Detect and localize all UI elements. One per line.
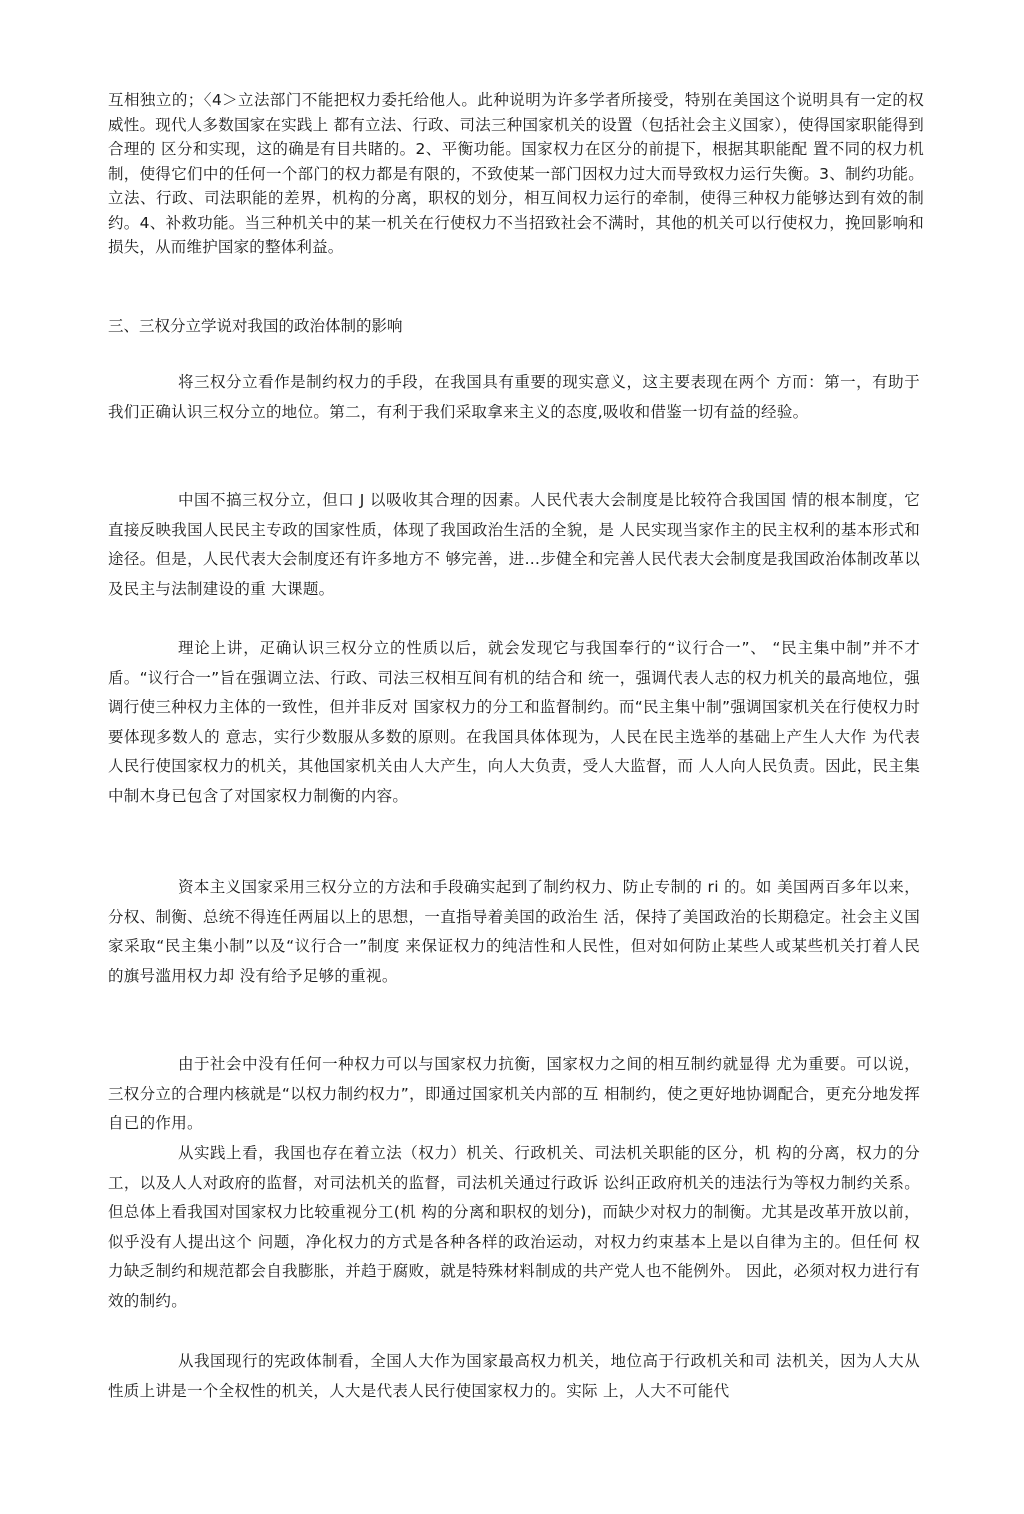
body-paragraph-3: 理论上讲，疋确认识三权分立的性质以后，就会发现它与我国奉行的“议行合一”、 “民主集中制”并不才盾。“议行合一”旨在强调立法、行政、司法三权相互间有机的结合和 统一，强调代表人志的权力机关的最高地位，强调行使三种权力主体的一致性，但并非反对 国家权力的分工和监督制约。而“民主集屮制”强调国家机关在行使权力时要体现多数人的 意志，实行少数服从多数的原则。在我国具体体现为，人民在民主选举的基础上产生人大作 为代表人民行使国家权力的机关，其他国家机关由人大产生，向人大负责，受人大监督，而 人人向人民负责。因此，民主集中制木身已包含了对国家权力制衡的内容。 — [108, 639, 920, 805]
body-paragraph-6: 从实践上看，我国也存在着立法（权力）机关、行政机关、司法机关职能的区分，机 构的分离，权力的分工，以及人人对政府的监督，对司法机关的监督，司法机关通过行政诉 讼纠正政府机关的违法行为等权力制约关系。但总体上看我国对国家权力比较重视分工(机 构的分离和职权的划分)，而缺少对权力的制衡。尤其是改革开放以前，似乎没有人提出这个 问题，净化权力的方式是各种各样的政治运动，对权力约束基本上是以自律为主的。但任何 权力缺乏制约和规范都会自我膨胀，并趋于腐败，就是特殊材料制成的共产党人也不能例外。 因此，必须对权力进行有效的制约。 — [108, 1144, 920, 1310]
body-paragraph-1: 将三权分立看作是制约权力的手段，在我国具有重要的现实意义，这主要表现在两个 方而：第一，有助于我们正确认识三权分立的地位。第二，有利于我们采取拿来主义的态度,吸收和借鉴一切有益的经验。 — [108, 373, 920, 421]
body-paragraph-7: 从我国现行的宪政体制看，全国人大作为国家最高权力机关，地位高于行政机关和司 法机关，因为人大从性质上讲是一个全权性的机关，人大是代表人民行使国家权力的。实际 上，人大不可能代 — [108, 1352, 920, 1400]
section-heading: 三、三权分立学说对我国的政治体制的影响 — [108, 317, 403, 335]
body-paragraph-4: 资本主义国家采用三权分立的方法和手段确实起到了制约权力、防止专制的 ri 的。如 美国两百多年以来，分权、制衡、总统不得连任两届以上的思想，一直指导着美国的政治生 活，保持了美国政治的长期稳定。社会主义国家采取“民主集小制”以及“议行合一”制度 来保证权力的纯洁性和人民性，但对如何防止某些人或某些机关打着人民的旗号滥用权力却 没有给予足够的重视。 — [108, 878, 920, 985]
body-paragraph-5: 由于社会中没有任何一种权力可以与国家权力抗衡，国家权力之间的相互制约就显得 尤为重要。可以说，三权分立的合理内核就是“以权力制约权力”，即通过国家机关内部的互 相制约，使之更好地协调配合，更充分地发挥自已的作用。 — [108, 1055, 920, 1132]
body-paragraph-2: 中国不搞三权分立，但口 J 以吸收其合理的因素。人民代表大会制度是比较符合我国国 情的根本制度，它直接反映我国人民民主专政的国家性质，体现了我国政治生活的全貌，是 人民实现当家作主的民主权利的基本形式和途径。但是，人民代表大会制度还有许多地方不 够完善，进…步健全和完善人民代表大会制度是我国政治体制改革以及民主与法制建设的重 大课题。 — [108, 491, 920, 598]
intro-paragraph: 互相独立的；〈4＞立法部门不能把权力委托给他人。此种说明为许多学者所接受，特别在美国这个说明具有一定的权威性。现代人多数国家在实践上 都有立法、行政、司法三种国家机关的设置（包括社会主义国家），使得国家职能得到合理的 区分和实现，这的确是有目共睹的。2、平衡功能。国家权力在区分的前提下，根据其职能配 置不同的权力机制，使得它们中的任何一个部门的权力都是有限的，不致使某一部门因权力过大而导致权力运行失衡。3、制约功能。立法、行政、司法职能的差界，机构的分离，职权的划分，相互间权力运行的牵制，使得三种权力能够达到有效的制约。4、补救功能。当三种机关中的某一机关在行使权力不当招致社会不满时，其他的机关可以行使权力，挽回影响和损失，从而维护国家的整体利益。 — [108, 91, 924, 256]
